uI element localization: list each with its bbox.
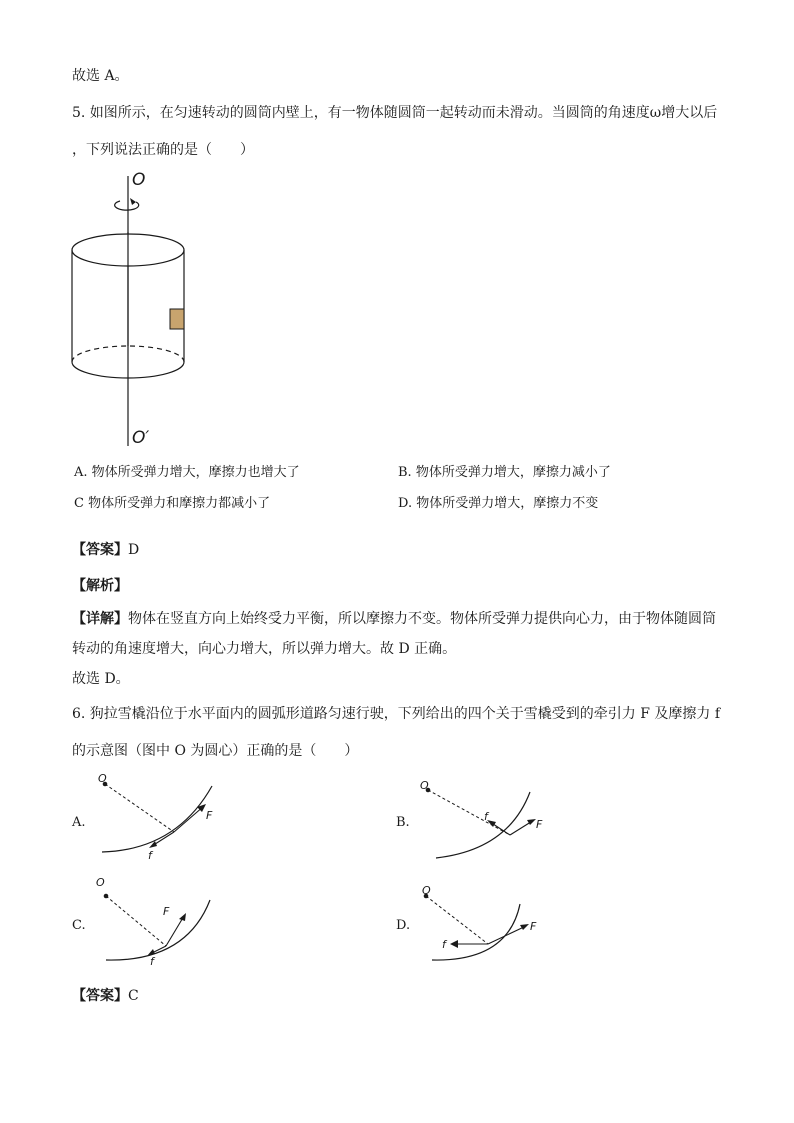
force-F-label-d: F bbox=[530, 920, 537, 933]
q6-option-d[interactable]: D. bbox=[396, 918, 411, 933]
answer-value: C bbox=[128, 988, 139, 1004]
force-f-label-d: f bbox=[442, 938, 446, 951]
q6-answer bbox=[72, 986, 139, 1006]
q6-option-c[interactable]: C. bbox=[72, 918, 86, 933]
force-f-label-b: f bbox=[484, 810, 488, 823]
q6-diagram-c bbox=[96, 874, 236, 974]
q6-option-b[interactable]: B. bbox=[396, 815, 410, 830]
center-label-a: O bbox=[98, 772, 107, 785]
q6-diagram-a bbox=[96, 770, 236, 870]
q5-detail-line1 bbox=[72, 609, 716, 629]
q5-option-c[interactable]: C 物体所受弹力和摩擦力都减小了 bbox=[74, 496, 271, 511]
q5-option-d[interactable]: D. 物体所受弹力增大，摩擦力不变 bbox=[398, 496, 599, 511]
axis-bottom-label: O′ bbox=[132, 428, 150, 448]
q5-conclusion: 故选 D。 bbox=[72, 671, 130, 687]
center-label-c: O bbox=[96, 876, 105, 889]
prev-conclusion: 故选 A。 bbox=[72, 68, 129, 84]
force-F-label-a: F bbox=[206, 809, 213, 822]
center-label-b: O bbox=[420, 779, 429, 792]
force-F-label-b: F bbox=[536, 818, 543, 831]
force-f-label-c: f bbox=[150, 955, 154, 968]
q5-answer bbox=[72, 540, 139, 560]
answer-tag: 【答案】 bbox=[72, 542, 128, 558]
q5-detail-line2: 转动的角速度增大，向心力增大，所以弹力增大。故 D 正确。 bbox=[72, 641, 457, 657]
detail-tag: 【详解】 bbox=[72, 611, 128, 627]
force-f-label-a: f bbox=[148, 849, 152, 862]
object-block bbox=[170, 309, 184, 329]
cylinder-figure bbox=[60, 166, 210, 456]
q5-option-b[interactable]: B. 物体所受弹力增大，摩擦力减小了 bbox=[398, 465, 611, 480]
q5-analysis-tag: 【解析】 bbox=[72, 578, 128, 594]
detail-text: 物体在竖直方向上始终受力平衡，所以摩擦力不变。物体所受弹力提供向心力，由于物体随圆筒 bbox=[128, 611, 716, 627]
center-label-d: O bbox=[422, 884, 431, 897]
q5-stem-line2: ，下列说法正确的是（ ） bbox=[72, 142, 254, 158]
answer-tag: 【答案】 bbox=[72, 988, 128, 1004]
q5-option-a[interactable]: A. 物体所受弹力增大，摩擦力也增大了 bbox=[74, 465, 300, 480]
q6-stem-line1: 6. 狗拉雪橇沿位于水平面内的圆弧形道路匀速行驶，下列给出的四个关于雪橇受到的牵引力 F 及摩擦力 f bbox=[72, 706, 721, 722]
q5-stem-line1: 5. 如图所示，在匀速转动的圆筒内壁上，有一物体随圆筒一起转动而未滑动。当圆筒的角速度ω增大以后 bbox=[72, 105, 718, 121]
q6-diagram-d bbox=[420, 874, 560, 974]
axis-top-label: O bbox=[132, 170, 146, 190]
answer-value: D bbox=[128, 542, 140, 558]
q6-stem-line2: 的示意图（图中 O 为圆心）正确的是（ ） bbox=[72, 743, 359, 759]
force-F-label-c: F bbox=[163, 905, 170, 918]
q6-option-a[interactable]: A. bbox=[72, 815, 86, 830]
